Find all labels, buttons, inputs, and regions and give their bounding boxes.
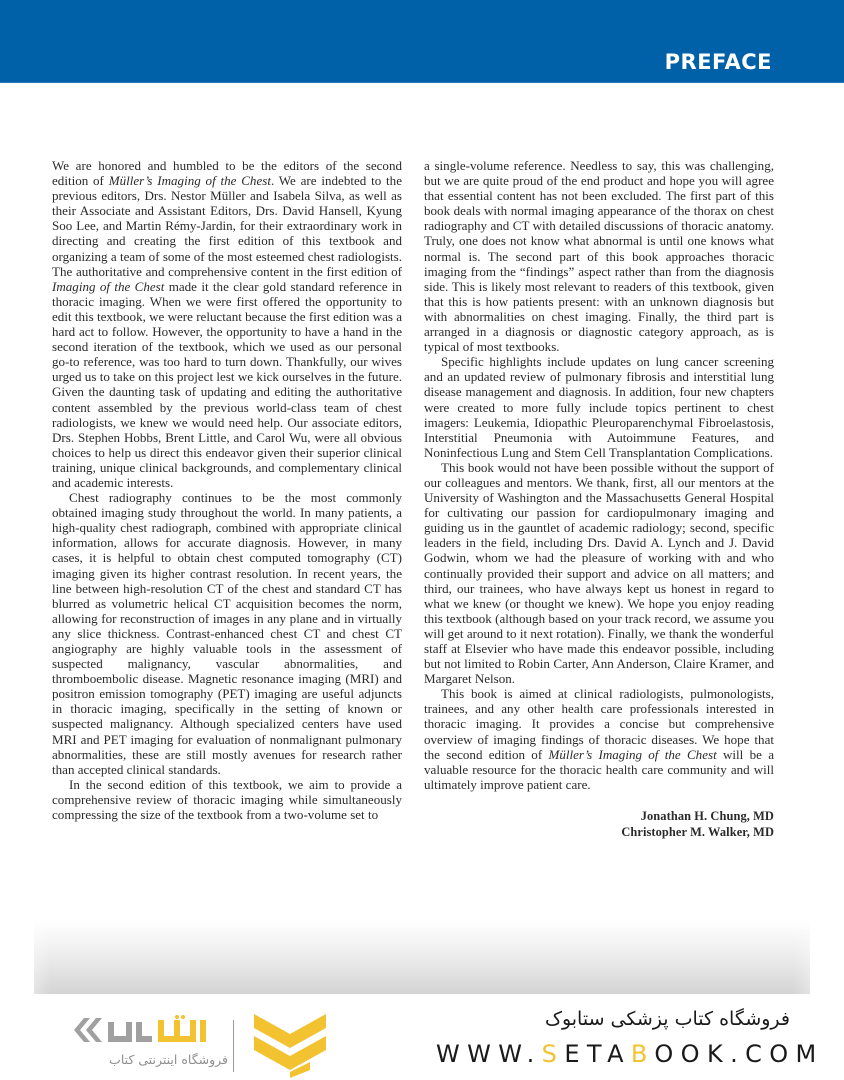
store-name: فروشگاه کتاب پزشکی ستابوک xyxy=(544,1008,790,1030)
text-segment: In the second edition of this textbook, we aim to provide a comprehensive review of thoracic imaging while simultaneously compressing the size of the textbook from a two-volume set to xyxy=(52,776,402,823)
text-segment: Specific highlights include updates on lung cancer screening and an updated review of pulmonary fibrosis and interstitial lung disease management and diagnosis. In addition, four new chapters were created to more fully include topics pertinent to chest imagers: Leukemia, Idiopathic Pleuroparenchymal Fibroelastosis, Interstitial Pneumonia with Autoimmune Features, and Noninfectious Lung and Stem Cell Transplantation Complications. xyxy=(424,354,774,460)
paragraph xyxy=(424,460,774,686)
paragraph xyxy=(52,777,402,822)
book-title-italic: Imaging of the Chest xyxy=(52,278,165,294)
url-part-accent: S xyxy=(541,1040,565,1068)
text-segment: . We are indebted to the previous editors, Drs. Nestor Müller and Isabela Silva, as well as their Associate and Assistant Editors, Drs. David Hansell, Kyung Soo Lee, and Martin Rémy-Jardin, for their extraordinary work in directing and creating the first edition of this textbook and organizing a team of some of the most esteemed chest radiologists. The authoritative and comprehensive content in the first edition of xyxy=(52,173,402,279)
signature-author: Christopher M. Walker, MD xyxy=(621,824,774,839)
book-title-italic: Müller’s Imaging of the Chest xyxy=(108,173,271,189)
url-part-accent: B xyxy=(630,1040,655,1068)
paragraph xyxy=(52,490,402,777)
text-column-right xyxy=(424,158,774,840)
setabook-logo[interactable] xyxy=(70,1008,340,1074)
paragraph xyxy=(424,686,774,792)
logo-tagline: فروشگاه اینترنتی کتاب xyxy=(109,1052,228,1067)
url-part: ETA xyxy=(564,1040,631,1068)
text-segment: This book is aimed at clinical radiologists, pulmonologists, trainees, and any other health care professionals interested in thoracic imaging. It provides a concise but comprehensive overview of imaging findings of thoracic diseases. We hope that the second edition of xyxy=(424,686,774,762)
url-part: WWW. xyxy=(436,1040,542,1068)
logo-divider xyxy=(233,1020,234,1072)
url-part: OOK.COM xyxy=(654,1040,824,1068)
paragraph xyxy=(424,354,774,460)
footer-shade xyxy=(34,920,810,994)
text-segment: will be a valuable resource for the thoracic health care community and will ultimately improve patient care. xyxy=(424,746,775,792)
text-segment: made it the clear gold standard reference in thoracic imaging. When we were first offered the opportunity to edit this textbook, we were reluctant because the first edition was a hard act to follow. However, the opportunity to have a hand in the second iteration of the textbook, which we used as our personal go-to reference, was too hard to turn down. Thankfully, our wives urged us to take on this project lest we kick ourselves in the future. Given the daunting task of updating and editing the authoritative content assembled by the previous world-class team of chest radiologists, we knew we would need help. Our associate editors, Drs. Stephen Hobbs, Brent Little, and Carol Wu, were all obvious choices to help us direct this endeavor given their superior clinical training, unique clinical backgrounds, and complementary clinical and academic interests. xyxy=(52,278,403,490)
paragraph xyxy=(52,158,402,490)
logo-wordmark-icon xyxy=(70,1014,220,1046)
text-segment: a single-volume reference. Needless to say, this was challenging, but we are quite proud of the end product and hope you will agree that essential content has not been excluded. The first part of this book deals with normal imaging appearance of the thorax on chest radiography and CT with detailed discussions of thoracic anatomy. Truly, one does not know what abnormal is until one knows what normal is. The second part of this book approaches thoracic imaging from the “findings” aspect rather than from the diagnosis side. This is likely most relevant to readers of this textbook, given that this is how patients present: with an unknown diagnosis but with abnormalities on chest imaging. Finally, the third part is arranged in a diagnosis or diagnostic category approach, as is typical of most textbooks. xyxy=(424,158,774,355)
header-band xyxy=(0,0,844,83)
signature-author: Jonathan H. Chung, MD xyxy=(640,808,774,823)
book-title-italic: Müller’s Imaging of the Chest xyxy=(548,746,717,762)
text-column-left xyxy=(52,158,402,822)
store-url-link[interactable] xyxy=(436,1040,824,1068)
paragraph xyxy=(424,158,774,354)
chevron-emblem-icon xyxy=(250,1012,330,1078)
signatures xyxy=(424,808,774,840)
text-segment: Chest radiography continues to be the most commonly obtained imaging study throughout the world. In many patients, a high-quality chest radiograph, combined with appropriate clinical information, allows for accurate diagnosis. However, in many cases, it is helpful to obtain chest computed tomography (CT) imaging given its higher contrast resolution. In recent years, the line between high-resolution CT of the chest and standard CT has blurred as volumetric helical CT acquisition becomes the norm, allowing for reconstruction of images in any plane and in virtually any slice thickness. Contrast-enhanced chest CT and chest CT angiography are highly valuable tools in the assessment of suspected malignancy, vascular abnormalities, and thromboembolic disease. Magnetic resonance imaging (MRI) and positron emission tomography (PET) imaging are useful adjuncts in thoracic imaging, specifically in the setting of known or suspected malignancy. Although specialized centers have used MRI and PET imaging for evaluation of nonmalignant pulmonary abnormalities, these are still mostly avenues for research rather than accepted clinical standards. xyxy=(52,490,402,777)
text-segment: This book would not have been possible without the support of our colleagues and mentors. We thank, first, all our mentors at the University of Washington and the Massachusetts General Hospital for cultivating our passion for cardiopulmonary imaging and guiding us in the gauntlet of academic radiology; second, specific leaders in the field, including Drs. David A. Lynch and J. David Godwin, whom we had the pleasure of working with and who continually provided their support and advice on all matters; and third, our trainees, who have always kept us honest in regard to what we knew (or thought we knew). We hope you enjoy reading this textbook (although based on your track record, we assume you will get around to it next rotation). Finally, we thank the wonderful staff at Elsevier who have made this endeavor possible, including but not limited to Robin Carter, Ann Anderson, Claire Kramer, and Margaret Nelson. xyxy=(424,459,774,687)
page-title: PREFACE xyxy=(664,50,772,74)
text-segment: We are honored and humbled to be the editors of the second edition of xyxy=(52,158,402,189)
